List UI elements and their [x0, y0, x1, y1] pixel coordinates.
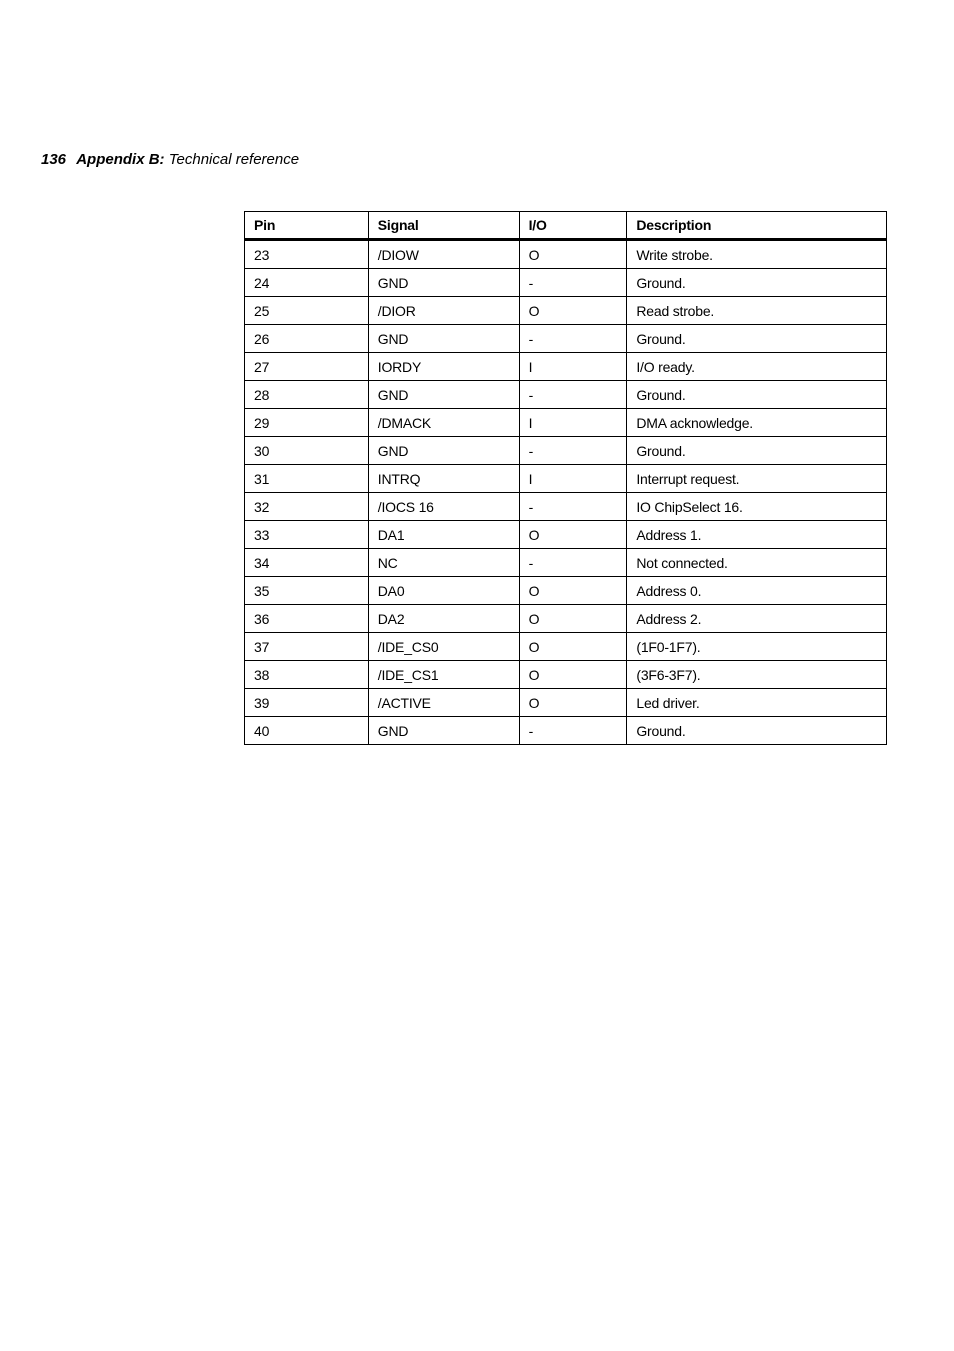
- table-row: [245, 353, 887, 381]
- io-cell: -: [519, 493, 627, 521]
- pin-cell: 24: [245, 269, 369, 297]
- description-cell: IO ChipSelect 16.: [627, 493, 887, 521]
- pin-cell: 38: [245, 661, 369, 689]
- description-cell: Ground.: [627, 269, 887, 297]
- io-cell: O: [519, 577, 627, 605]
- pin-cell: 29: [245, 409, 369, 437]
- io-cell: -: [519, 325, 627, 353]
- signal-cell: /ACTIVE: [368, 689, 519, 717]
- description-cell: Address 0.: [627, 577, 887, 605]
- io-cell: O: [519, 240, 627, 269]
- signal-cell: NC: [368, 549, 519, 577]
- pin-cell: 34: [245, 549, 369, 577]
- io-cell: I: [519, 409, 627, 437]
- io-cell: O: [519, 605, 627, 633]
- signal-cell: IORDY: [368, 353, 519, 381]
- pin-cell: 30: [245, 437, 369, 465]
- io-cell: O: [519, 689, 627, 717]
- pin-cell: 23: [245, 240, 369, 269]
- signal-cell: /DMACK: [368, 409, 519, 437]
- description-cell: (3F6-3F7).: [627, 661, 887, 689]
- page-number: 136: [41, 151, 67, 168]
- signal-cell: GND: [368, 325, 519, 353]
- description-cell: Ground.: [627, 437, 887, 465]
- description-cell: I/O ready.: [627, 353, 887, 381]
- description-cell: Address 2.: [627, 605, 887, 633]
- signal-cell: /IOCS 16: [368, 493, 519, 521]
- pin-cell: 39: [245, 689, 369, 717]
- table-row: [245, 633, 887, 661]
- signal-cell: /IDE_CS0: [368, 633, 519, 661]
- table-row: [245, 605, 887, 633]
- pin-cell: 27: [245, 353, 369, 381]
- pin-cell: 32: [245, 493, 369, 521]
- io-cell: I: [519, 465, 627, 493]
- description-cell: (1F0-1F7).: [627, 633, 887, 661]
- io-cell: O: [519, 661, 627, 689]
- signal-cell: DA1: [368, 521, 519, 549]
- column-header-io: I/O: [519, 212, 627, 240]
- description-cell: Ground.: [627, 325, 887, 353]
- signal-cell: /DIOR: [368, 297, 519, 325]
- pin-cell: 28: [245, 381, 369, 409]
- table-row: [245, 717, 887, 745]
- table-row: [245, 409, 887, 437]
- io-cell: O: [519, 297, 627, 325]
- column-header-pin: Pin: [245, 212, 369, 240]
- table-row: [245, 269, 887, 297]
- signal-cell: DA2: [368, 605, 519, 633]
- table-row: [245, 689, 887, 717]
- table-row: [245, 577, 887, 605]
- io-cell: -: [519, 269, 627, 297]
- description-cell: Write strobe.: [627, 240, 887, 269]
- signal-cell: GND: [368, 381, 519, 409]
- description-cell: Not connected.: [627, 549, 887, 577]
- signal-cell: GND: [368, 269, 519, 297]
- pin-cell: 40: [245, 717, 369, 745]
- io-cell: -: [519, 437, 627, 465]
- description-cell: Interrupt request.: [627, 465, 887, 493]
- pin-cell: 35: [245, 577, 369, 605]
- table-row: [245, 297, 887, 325]
- description-cell: DMA acknowledge.: [627, 409, 887, 437]
- io-cell: -: [519, 717, 627, 745]
- pin-assignment-table: [244, 211, 887, 745]
- pin-cell: 36: [245, 605, 369, 633]
- signal-cell: GND: [368, 437, 519, 465]
- table-row: [245, 437, 887, 465]
- io-cell: -: [519, 381, 627, 409]
- table-row: [245, 521, 887, 549]
- io-cell: -: [519, 549, 627, 577]
- table-row: [245, 325, 887, 353]
- table-row: [245, 661, 887, 689]
- table-row: [245, 493, 887, 521]
- pin-cell: 26: [245, 325, 369, 353]
- pin-cell: 33: [245, 521, 369, 549]
- description-cell: Led driver.: [627, 689, 887, 717]
- description-cell: Read strobe.: [627, 297, 887, 325]
- table-row: [245, 240, 887, 269]
- io-cell: O: [519, 633, 627, 661]
- signal-cell: /DIOW: [368, 240, 519, 269]
- table-header-row: [245, 212, 887, 240]
- column-header-description: Description: [627, 212, 887, 240]
- description-cell: Address 1.: [627, 521, 887, 549]
- pin-cell: 25: [245, 297, 369, 325]
- column-header-signal: Signal: [368, 212, 519, 240]
- description-cell: Ground.: [627, 381, 887, 409]
- running-header: [41, 151, 299, 168]
- signal-cell: GND: [368, 717, 519, 745]
- io-cell: I: [519, 353, 627, 381]
- pin-cell: 37: [245, 633, 369, 661]
- signal-cell: DA0: [368, 577, 519, 605]
- section-title: Technical reference: [168, 151, 300, 168]
- signal-cell: /IDE_CS1: [368, 661, 519, 689]
- appendix-label: Appendix B:: [76, 151, 165, 168]
- table-row: [245, 465, 887, 493]
- io-cell: O: [519, 521, 627, 549]
- pin-cell: 31: [245, 465, 369, 493]
- table-row: [245, 381, 887, 409]
- description-cell: Ground.: [627, 717, 887, 745]
- table-body: [245, 240, 887, 745]
- table-row: [245, 549, 887, 577]
- signal-cell: INTRQ: [368, 465, 519, 493]
